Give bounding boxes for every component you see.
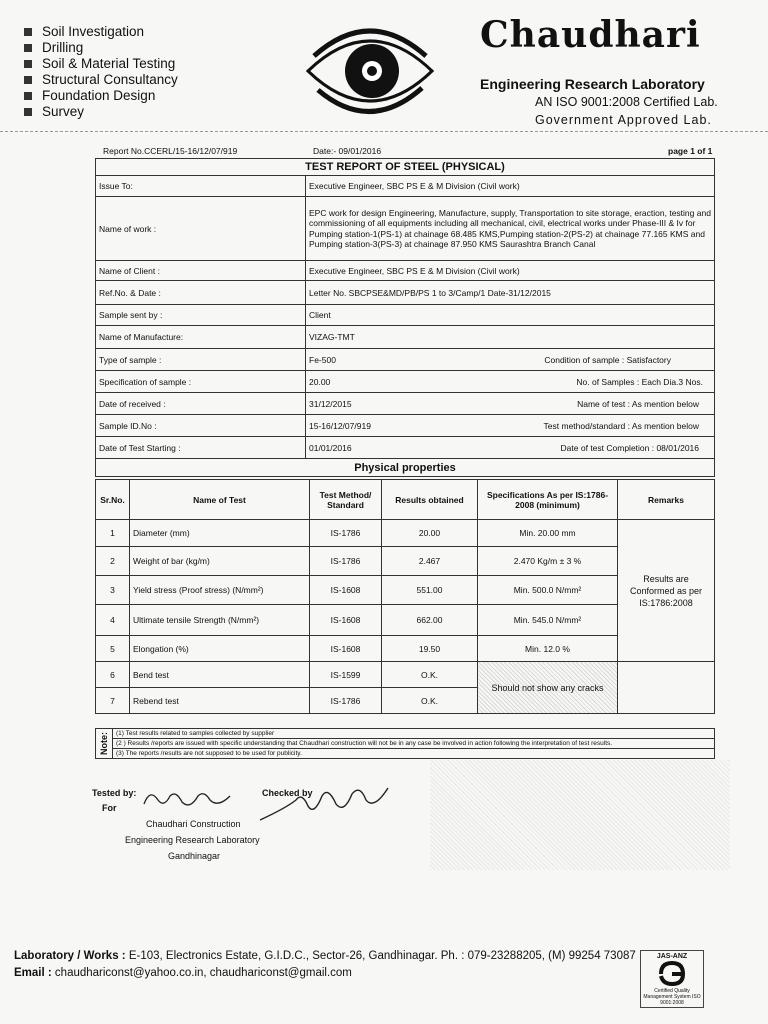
note-item: (1) Test results related to samples collected by supplier	[113, 729, 715, 739]
info-label: Name of Client :	[96, 261, 306, 281]
test-method: IS-1608	[310, 636, 382, 662]
test-method: IS-1608	[310, 576, 382, 605]
remarks: Results are Conformed as per IS:1786:2008	[618, 520, 715, 662]
info-value: Executive Engineer, SBC PS E & M Division (Civil work)	[306, 176, 715, 197]
stamp-bottom-text: Certified Quality Management System ISO 9001:2008	[643, 988, 701, 1006]
page-indicator: page 1 of 1	[668, 146, 713, 156]
test-result: 662.00	[382, 605, 478, 636]
test-spec: Min. 545.0 N/mm²	[478, 605, 618, 636]
note-item: (3) The reports /results are not supposed to be used for publicity.	[113, 749, 715, 759]
column-header: Results obtained	[382, 480, 478, 520]
sr-no: 6	[96, 662, 130, 688]
tested-by-label: Tested by:	[92, 788, 137, 798]
info-extra: Date of test Completion : 08/01/2016	[560, 442, 699, 453]
service-item: Drilling	[42, 40, 84, 55]
test-spec: Min. 12.0 %	[478, 636, 618, 662]
info-extra: No. of Samples : Each Dia.3 Nos.	[576, 376, 703, 387]
checker-signature-icon	[256, 780, 396, 826]
test-result: 20.00	[382, 520, 478, 547]
note-label: Note:	[99, 732, 109, 755]
lab-label: Laboratory / Works :	[14, 950, 126, 962]
org-line-3: Gandhinagar	[168, 851, 221, 861]
test-name: Ultimate tensile Strength (N/mm²)	[130, 605, 310, 636]
info-value: Executive Engineer, SBC PS E & M Division (Civil work)	[306, 261, 715, 281]
test-method: IS-1599	[310, 662, 382, 688]
remarks-blank	[618, 662, 715, 714]
test-name: Bend test	[130, 662, 310, 688]
test-name: Rebend test	[130, 688, 310, 714]
notes-table	[95, 728, 715, 759]
stamp-top-text: JAS-ANZ	[656, 953, 688, 960]
lab-subtitle: Engineering Research Laboratory	[480, 76, 705, 92]
iso-certification: AN ISO 9001:2008 Certified Lab.	[535, 95, 718, 109]
info-label: Name of work :	[96, 197, 306, 261]
service-item: Structural Consultancy	[42, 72, 178, 87]
org-line-1: Chaudhari Construction	[146, 819, 241, 829]
info-extra: Test method/standard : As mention below	[543, 420, 699, 431]
tester-signature-icon	[140, 786, 240, 814]
bullet-icon	[24, 108, 32, 116]
table-row	[96, 520, 715, 547]
column-header: Name of Test	[130, 480, 310, 520]
info-extra: Name of test : As mention below	[577, 398, 699, 409]
column-header: Specifications As per IS:1786-2008 (minimum)	[478, 480, 618, 520]
physical-heading: Physical properties	[96, 459, 715, 477]
info-label: Type of sample :	[96, 349, 306, 371]
report-date: Date:- 09/01/2016	[313, 146, 382, 156]
info-label: Ref.No. & Date :	[96, 281, 306, 305]
footer-address	[14, 950, 636, 962]
service-item: Soil & Material Testing	[42, 56, 176, 71]
test-spec: Min. 500.0 N/mm²	[478, 576, 618, 605]
info-value: 01/01/2016	[309, 442, 352, 453]
test-method: IS-1608	[310, 605, 382, 636]
test-result: 2.467	[382, 547, 478, 576]
test-name: Weight of bar (kg/m)	[130, 547, 310, 576]
info-value: VIZAG-TMT	[306, 326, 715, 349]
report-title: TEST REPORT OF STEEL (PHYSICAL)	[96, 159, 715, 176]
crack-spec: Should not show any cracks	[478, 662, 618, 714]
govt-approval: Government Approved Lab.	[535, 113, 712, 127]
table-row	[96, 662, 715, 688]
info-value: 20.00	[309, 376, 331, 387]
email-value: chaudhariconst@yahoo.co.in, chaudhariconst@gmail.com	[54, 967, 352, 979]
header-divider	[0, 131, 768, 132]
column-header: Test Method/ Standard	[310, 480, 382, 520]
sr-no: 3	[96, 576, 130, 605]
test-spec: Min. 20.00 mm	[478, 520, 618, 547]
certification-logo-icon	[655, 960, 689, 986]
checked-by-label: Checked by	[262, 788, 313, 798]
test-name: Elongation (%)	[130, 636, 310, 662]
column-header: Sr.No.	[96, 480, 130, 520]
bullet-icon	[24, 60, 32, 68]
physical-properties-table	[95, 479, 715, 714]
info-label: Name of Manufacture:	[96, 326, 306, 349]
services-list	[24, 24, 178, 120]
sr-no: 5	[96, 636, 130, 662]
bullet-icon	[24, 76, 32, 84]
test-method: IS-1786	[310, 520, 382, 547]
test-method: IS-1786	[310, 688, 382, 714]
info-value: Client	[306, 305, 715, 326]
test-result: 19.50	[382, 636, 478, 662]
sr-no: 2	[96, 547, 130, 576]
eye-logo-icon	[300, 16, 440, 126]
info-value: 15-16/12/07/919	[309, 420, 371, 431]
bullet-icon	[24, 28, 32, 36]
info-extra: Condition of sample : Satisfactory	[544, 354, 671, 365]
info-label: Sample sent by :	[96, 305, 306, 326]
info-value: Fe-500	[309, 354, 336, 365]
test-method: IS-1786	[310, 547, 382, 576]
sr-no: 4	[96, 605, 130, 636]
scan-shading	[430, 760, 730, 870]
test-result: O.K.	[382, 662, 478, 688]
brand-name: Chaudhari	[480, 14, 701, 56]
info-value: Letter No. SBCPSE&MD/PB/PS 1 to 3/Camp/1 Date-31/12/2015	[306, 281, 715, 305]
for-label: For	[102, 803, 117, 813]
test-name: Yield stress (Proof stress) (N/mm²)	[130, 576, 310, 605]
org-line-2: Engineering Research Laboratory	[125, 835, 260, 845]
info-label: Specification of sample :	[96, 371, 306, 393]
sr-no: 1	[96, 520, 130, 547]
info-value: EPC work for design Engineering, Manufacture, supply, Transportation to site storage, eraction, testing and commissioning of all equipments including all mechanical, civil, electrical works under Phase-III & Iv for Pumping station-1(PS-1) at chainage 68.485 KMS,Pumping station-2(PS-2) at chainage 77.165 KMS and Pumping station-3(PS-3) at chainage 87.950 KMS Saurashtra Branch Canal	[306, 197, 715, 261]
info-value: 31/12/2015	[309, 398, 352, 409]
report-number: Report No.CCERL/15-16/12/07/919	[103, 146, 238, 156]
bullet-icon	[24, 44, 32, 52]
report-info-table	[95, 158, 715, 477]
test-name: Diameter (mm)	[130, 520, 310, 547]
info-label: Issue To:	[96, 176, 306, 197]
bullet-icon	[24, 92, 32, 100]
email-label: Email :	[14, 967, 52, 979]
column-header: Remarks	[618, 480, 715, 520]
certification-stamp	[640, 950, 704, 1008]
test-result: 551.00	[382, 576, 478, 605]
info-label: Sample ID.No :	[96, 415, 306, 437]
note-item: (2 ) Results /reports are issued with specific understanding that Chaudhari construction will not be in any case be involved in action following the interpretation of test results.	[113, 739, 715, 749]
service-item: Foundation Design	[42, 88, 156, 103]
footer-email	[14, 967, 352, 979]
service-item: Soil Investigation	[42, 24, 145, 39]
lab-address: E-103, Electronics Estate, G.I.D.C., Sector-26, Gandhinagar. Ph. : 079-23288205, (M) 99254 73087	[128, 950, 636, 962]
test-spec: 2.470 Kg/m ± 3 %	[478, 547, 618, 576]
sr-no: 7	[96, 688, 130, 714]
test-result: O.K.	[382, 688, 478, 714]
info-label: Date of received :	[96, 393, 306, 415]
service-item: Survey	[42, 104, 85, 119]
info-label: Date of Test Starting :	[96, 437, 306, 459]
